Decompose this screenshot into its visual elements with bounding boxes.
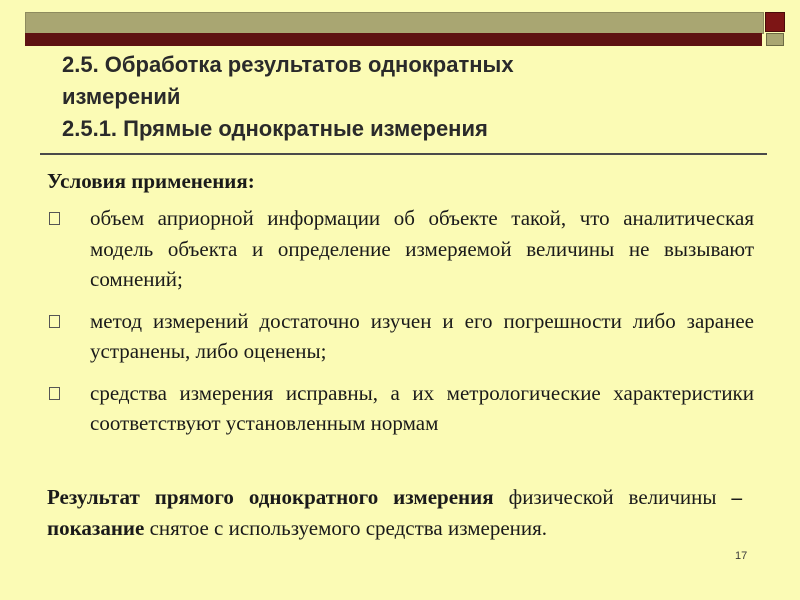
- result-text-1: физической величины: [493, 485, 732, 509]
- result-definition: [47, 482, 742, 544]
- header-bar-olive: [25, 12, 764, 34]
- conditions-list: [47, 203, 754, 450]
- square-bullet-icon: [49, 212, 60, 225]
- corner-square-dark-red: [765, 12, 785, 32]
- list-item-text: метод измерений достаточно изучен и его погрешности либо заранее устранены, либо оценены;: [90, 308, 754, 363]
- title-divider: [40, 153, 767, 155]
- square-bullet-icon: [49, 387, 60, 400]
- slide-title: [62, 49, 762, 145]
- list-item: [47, 378, 754, 439]
- reading-term: – показание: [47, 485, 742, 540]
- list-item: [47, 306, 754, 367]
- list-item-text: объем априорной информации об объекте такой, что аналитическая модель объекта и определение измеряемой величины не вызывают сомнений;: [90, 206, 754, 291]
- corner-square-olive: [766, 33, 784, 46]
- page-number: 17: [735, 550, 748, 562]
- title-line-2: измерений: [62, 84, 181, 109]
- title-line-3: 2.5.1. Прямые однократные измерения: [62, 116, 488, 141]
- result-term: Результат прямого однократного измерения: [47, 485, 494, 509]
- conditions-heading: Условия применения:: [47, 169, 255, 193]
- header-bar-dark-red: [25, 33, 762, 46]
- result-text-2: снятое с используемого средства измерения.: [144, 516, 548, 540]
- title-line-1: 2.5. Обработка результатов однократных: [62, 52, 514, 77]
- list-item-text: средства измерения исправны, а их метрологические характеристики соответствуют установленным нормам: [90, 380, 754, 435]
- list-item: [47, 203, 754, 295]
- square-bullet-icon: [49, 315, 60, 328]
